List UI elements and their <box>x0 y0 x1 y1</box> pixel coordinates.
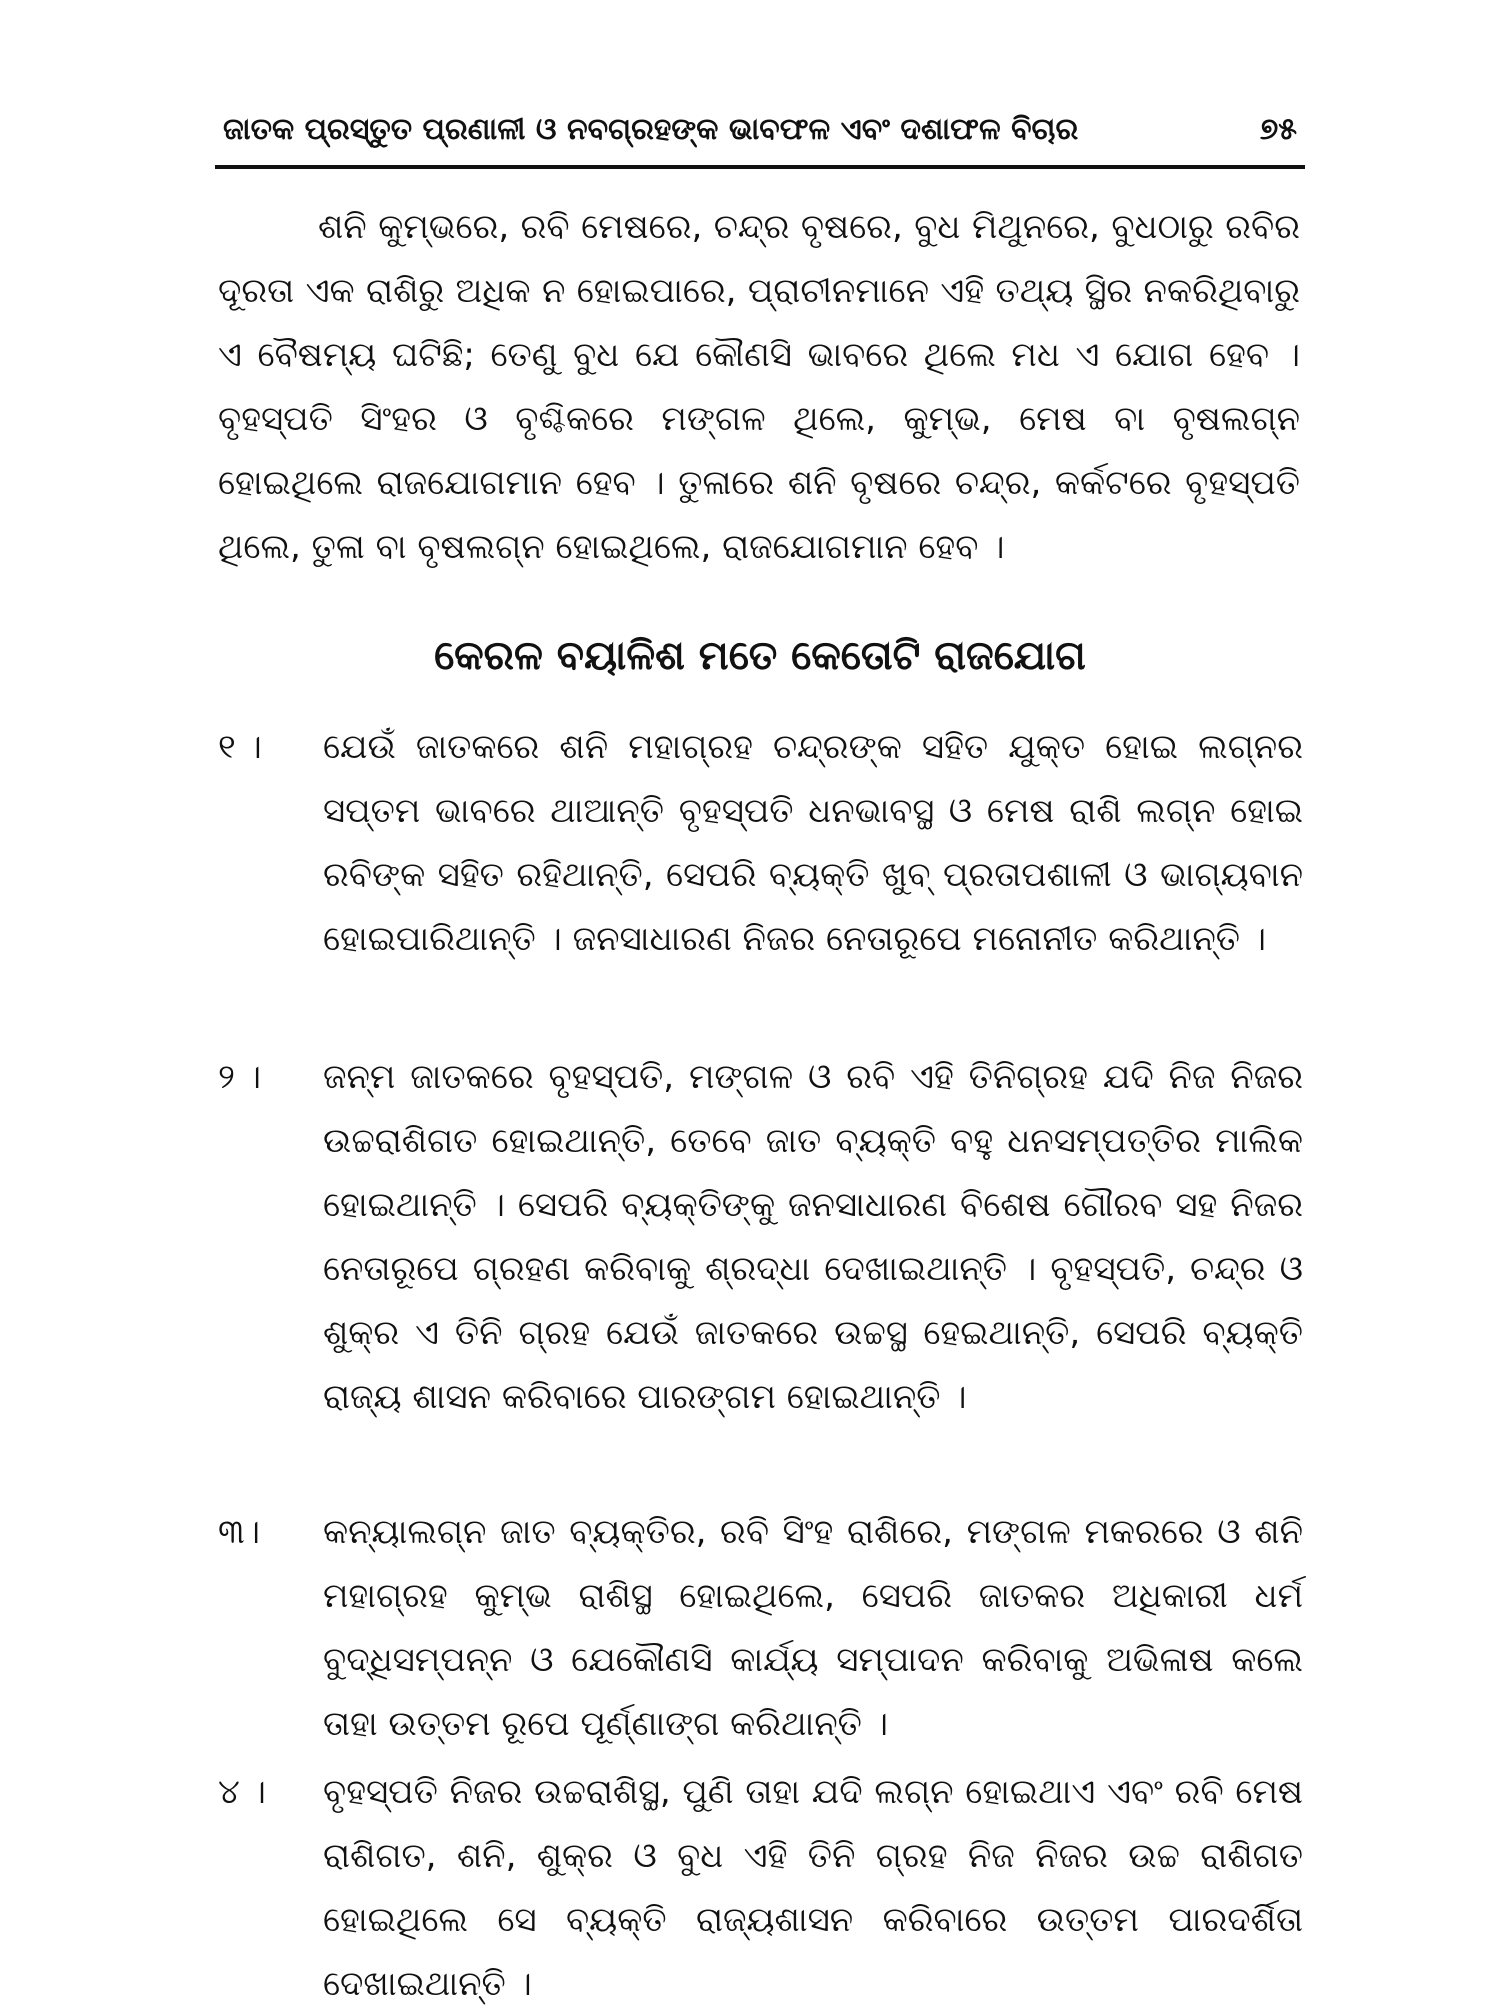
header-rule <box>215 165 1305 169</box>
item-number: ୧ । <box>218 727 262 767</box>
section-heading: କେରଳ ବୟାଳିଶ ମତେ କେତୋଟି ରାଜଯୋଗ <box>434 633 1086 679</box>
item-number: ୩। <box>218 1512 261 1552</box>
running-header <box>215 112 1305 160</box>
item-number: ୪ । <box>218 1772 266 1812</box>
item-text: ଜନ୍ମ ଜାତକରେ ବୃହସ୍ପତି, ମଙ୍ଗଳ ଓ ରବି ଏହି ତିନିଗ୍ରହ ଯଦି ନିଜ ନିଜର ଉଚ୍ଚରାଶିଗତ ହୋଇଥାନ୍ତି, ତେବେ ଜାତ ବ୍ୟକ୍ତି ବହୁ ଧନସମ୍ପତ୍ତିର ମାଲିକ ହୋଇଥାନ୍ତି । ସେପରି ବ୍ୟକ୍ତିଙ୍କୁ ଜନସାଧାରଣ ବିଶେଷ ଗୌରବ ସହ ନିଜର ନେତାରୂପେ ଗ୍ରହଣ କରିବାକୁ ଶ୍ରଦ୍ଧା ଦେଖାଇଥାନ୍ତି । ବୃହସ୍ପତି, ଚନ୍ଦ୍ର ଓ ଶୁକ୍ର ଏ ତିନି ଗ୍ରହ ଯେଉଁ ଜାତକରେ ଉଚ୍ଚସ୍ଥ ହେଇଥାନ୍ତି, ସେପରି ବ୍ୟକ୍ତି ରାଜ୍ୟ ଶାସନ କରିବାରେ ପାରଙ୍ଗମ ହୋଇଥାନ୍ତି । <box>323 1057 1303 1417</box>
item-text: ବୃହସ୍ପତି ନିଜର ଉଚ୍ଚରାଶିସ୍ଥ, ପୁଣି ତାହା ଯଦି ଲଗ୍ନ ହୋଇଥାଏ ଏବଂ ରବି ମେଷ ରାଶିଗତ, ଶନି, ଶୁକ୍ର ଓ ବୁଧ ଏହି ତିନି ଗ୍ରହ ନିଜ ନିଜର ଉଚ୍ଚ ରାଶିଗତ ହୋଇଥିଲେ ସେ ବ୍ୟକ୍ତି ରାଜ୍ୟଶାସନ କରିବାରେ ଉତ୍ତମ ପାରଦର୍ଶିତା ଦେଖାଇଥାନ୍ତି । <box>323 1772 1303 2004</box>
header-title: ଜାତକ ପ୍ରସ୍ତୁତ ପ୍ରଣାଳୀ ଓ ନବଗ୍ରହଙ୍କ ଭାବଫଳ ଏବଂ ଦଶାଫଳ ବିଚାର <box>223 112 1079 147</box>
page-number: ୭୫ <box>1259 112 1297 147</box>
intro-paragraph: ଶନି କୁମ୍ଭରେ, ରବି ମେଷରେ, ଚନ୍ଦ୍ର ବୃଷରେ, ବୁଧ ମିଥୁନରେ, ବୁଧଠାରୁ ରବିର ଦୂରତା ଏକ ରାଶିରୁ ଅଧିକ ନ ହୋଇପାରେ, ପ୍ରାଚୀନମାନେ ଏହି ତଥ୍ୟ ସ୍ଥିର ନକରିଥିବାରୁ ଏ ବୈଷମ୍ୟ ଘଟିଛି; ତେଣୁ ବୁଧ ଯେ କୌଣସି ଭାବରେ ଥିଲେ ମଧ ଏ ଯୋଗ ହେବ । ବୃହସ୍ପତି ସିଂହର ଓ ବୃଶ୍ଚିକରେ ମଙ୍ଗଳ ଥିଲେ, କୁମ୍ଭ, ମେଷ ବା ବୃଷଲଗ୍ନ ହୋଇଥିଲେ ରାଜଯୋଗମାନ ହେବ । ତୁଳାରେ ଶନି ବୃଷରେ ଚନ୍ଦ୍ର, କର୍କଟରେ ବୃହସ୍ପତି ଥିଲେ, ତୁଳା ବା ବୃଷଲଗ୍ନ ହୋଇଥିଲେ, ରାଜଯୋଗମାନ ହେବ । <box>218 207 1300 567</box>
item-text: ଯେଉଁ ଜାତକରେ ଶନି ମହାଗ୍ରହ ଚନ୍ଦ୍ରଙ୍କ ସହିତ ଯୁକ୍ତ ହୋଇ ଲଗ୍ନର ସପ୍ତମ ଭାବରେ ଥାଆନ୍ତି ବୃହସ୍ପତି ଧନଭାବସ୍ଥ ଓ ମେଷ ରାଶି ଲଗ୍ନ ହୋଇ ରବିଙ୍କ ସହିତ ରହିଥାନ୍ତି, ସେପରି ବ୍ୟକ୍ତି ଖୁବ୍ ପ୍ରତାପଶାଳୀ ଓ ଭାଗ୍ୟବାନ ହୋଇପାରିଥାନ୍ତି । ଜନସାଧାରଣ ନିଜର ନେତାରୂପେ ମନୋନୀତ କରିଥାନ୍ତି । <box>323 727 1303 959</box>
item-text: କନ୍ୟାଲଗ୍ନ ଜାତ ବ୍ୟକ୍ତିର, ରବି ସିଂହ ରାଶିରେ, ମଙ୍ଗଳ ମକରରେ ଓ ଶନି ମହାଗ୍ରହ କୁମ୍ଭ ରାଶିସ୍ଥ ହୋଇଥିଲେ, ସେପରି ଜାତକର ଅଧିକାରୀ ଧର୍ମ ବୁଦ୍ଧିସମ୍ପନ୍ନ ଓ ଯେକୌଣସି କାର୍ଯ୍ୟ ସମ୍ପାଦନ କରିବାକୁ ଅଭିଳାଷ କଲେ ତାହା ଉତ୍ତମ ରୂପେ ପୂର୍ଣ୍ଣାଙ୍ଗ କରିଥାନ୍ତି । <box>323 1512 1303 1744</box>
item-number: ୨ । <box>218 1057 262 1097</box>
